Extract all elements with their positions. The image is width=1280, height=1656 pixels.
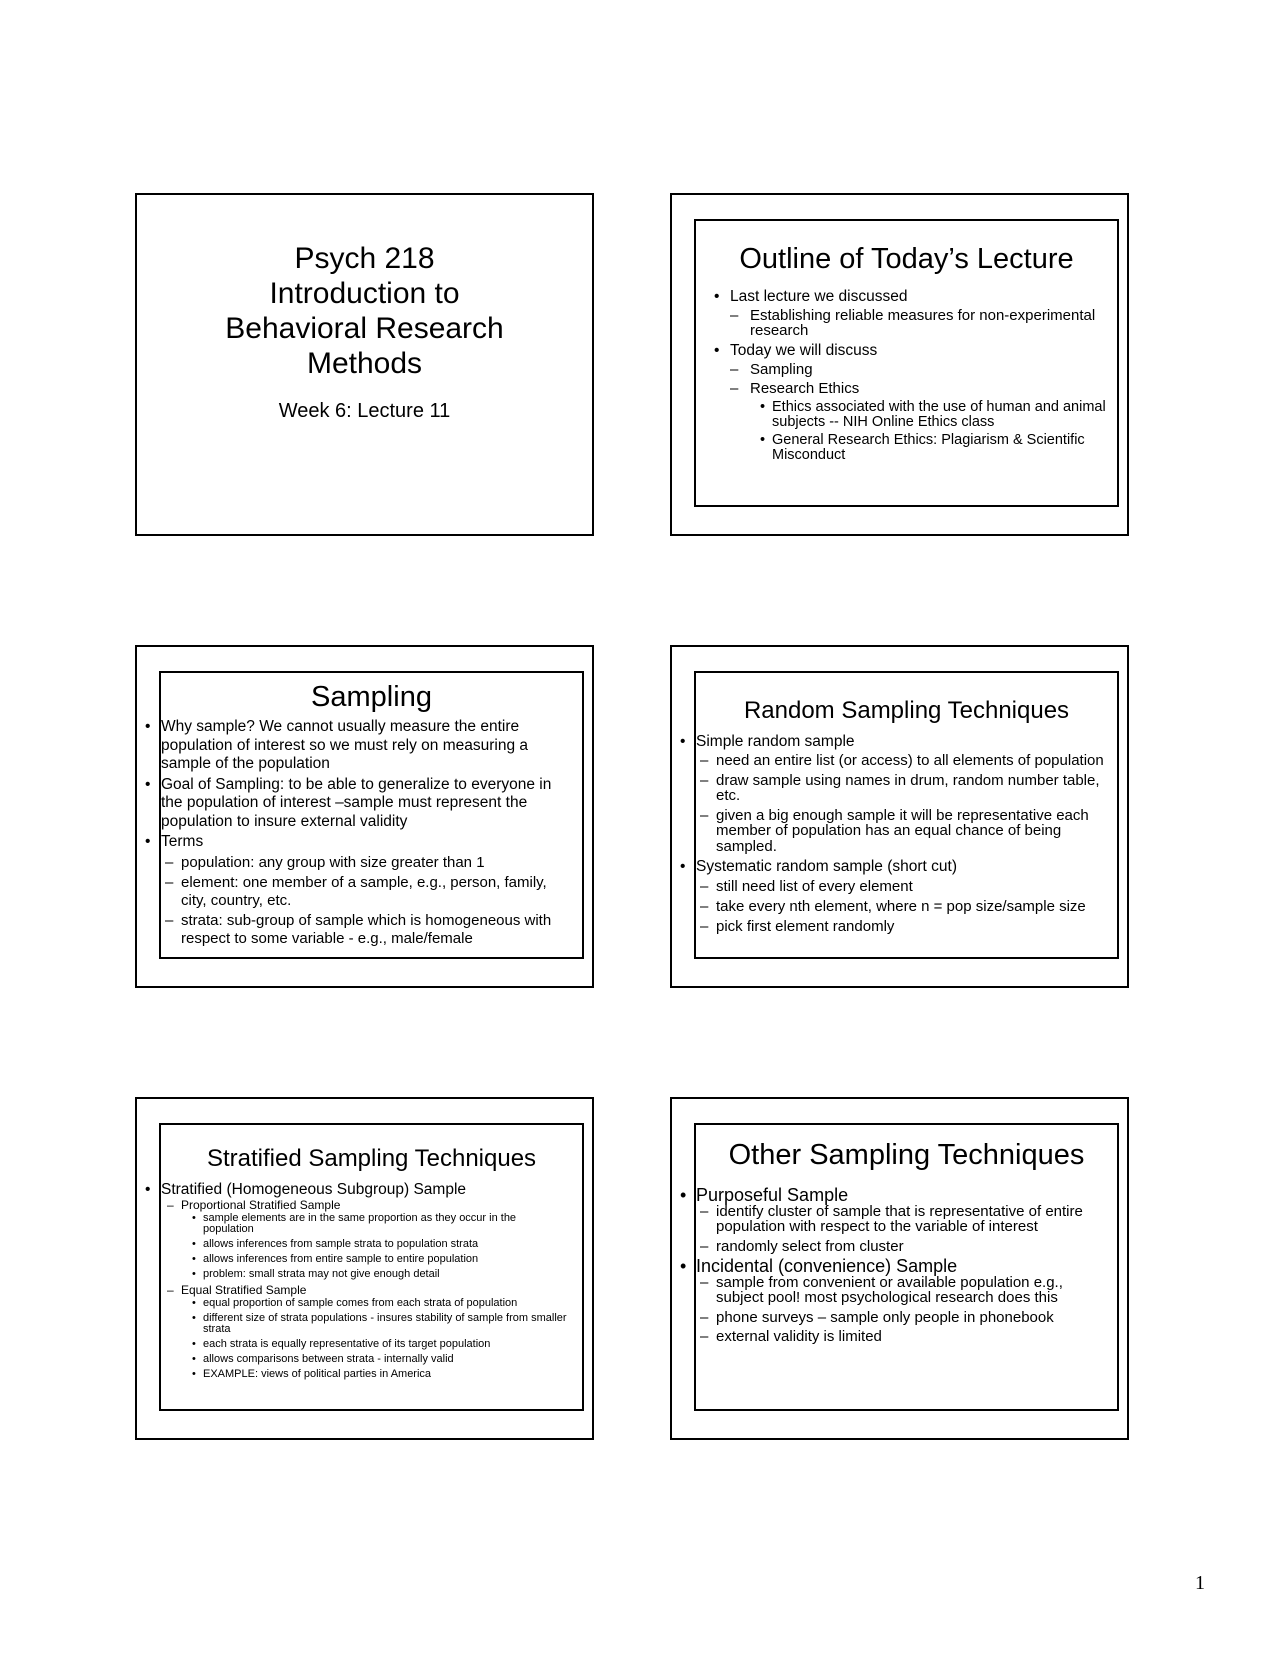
slide-heading: Other Sampling Techniques	[728, 1139, 1085, 1171]
slide-heading: Stratified Sampling Techniques	[206, 1145, 537, 1172]
list-item: – given a big enough sample it will be representative each member of population has an equal chance of being sampled.	[678, 808, 1117, 855]
lecture-subtitle: Week 6: Lecture 11	[278, 400, 451, 422]
list-item: – Establishing reliable measures for non-experimental research	[710, 308, 1117, 338]
list-item: • Today we will discuss	[710, 342, 1117, 359]
list-item: • Why sample? We cannot usually measure the entire population of interest so we must rely on measuring a sample of the population	[143, 718, 570, 774]
list-item: • EXAMPLE: views of political parties in America	[143, 1369, 568, 1380]
list-item: • Purposeful Sample	[678, 1186, 1103, 1205]
slide-outline	[670, 193, 1129, 536]
slide-content	[694, 219, 1119, 507]
list-item: • Systematic random sample (short cut)	[678, 858, 1117, 876]
slide-random-sampling	[670, 645, 1129, 988]
title-line: Methods	[306, 347, 423, 380]
list-item: – Proportional Stratified Sample	[143, 1199, 568, 1212]
list-item: • allows inferences from entire sample to entire population	[143, 1254, 568, 1265]
list-item: – still need list of every element	[678, 878, 1117, 895]
list-item: – strata: sub-group of sample which is homogeneous with respect to some variable - e.g., male/female	[143, 912, 570, 948]
list-item: • different size of strata populations - insures stability of sample from smaller strata	[143, 1313, 568, 1335]
list-item: – population: any group with size greater than 1	[143, 854, 570, 872]
list-item: • allows comparisons between strata - internally valid	[143, 1354, 568, 1365]
list-item: – sample from convenient or available population e.g., subject pool! most psychological research does this	[678, 1276, 1103, 1305]
bullet-list	[139, 718, 570, 948]
list-item: • Incidental (convenience) Sample	[678, 1257, 1103, 1276]
list-item: • sample elements are in the same proportion as they occur in the population	[143, 1213, 568, 1235]
slide-content	[694, 671, 1119, 959]
page-number: 1	[1195, 1572, 1205, 1594]
bullet-list	[674, 1186, 1103, 1345]
list-item: • allows inferences from sample strata to population strata	[143, 1239, 568, 1250]
list-item: – pick first element randomly	[678, 918, 1117, 935]
list-item: – need an entire list (or access) to all elements of population	[678, 753, 1117, 769]
slide-heading: Random Sampling Techniques	[743, 697, 1070, 724]
list-item: – randomly select from cluster	[678, 1238, 1103, 1255]
slide-sampling	[135, 645, 594, 988]
list-item: • equal proportion of sample comes from each strata of population	[143, 1298, 568, 1309]
bullet-list	[139, 1181, 568, 1380]
list-item: – element: one member of a sample, e.g., person, family, city, country, etc.	[143, 874, 570, 910]
slide-stratified-sampling	[135, 1097, 594, 1440]
list-item: • Goal of Sampling: to be able to generalize to everyone in the population of interest –sample must represent the population to insure external validity	[143, 776, 570, 832]
title-line: Behavioral Research	[225, 312, 504, 345]
list-item: • Ethics associated with the use of human and animal subjects -- NIH Online Ethics class	[710, 400, 1117, 430]
list-item: – Equal Stratified Sample	[143, 1284, 568, 1297]
list-item: – take every nth element, where n = pop size/sample size	[678, 898, 1117, 915]
list-item: – identify cluster of sample that is representative of entire population with respect to the variable of interest	[678, 1205, 1103, 1234]
list-item: – Sampling	[710, 362, 1117, 377]
list-item: • each strata is equally representative of its target population	[143, 1339, 568, 1350]
bullet-list	[674, 733, 1117, 935]
slide-content	[694, 1123, 1119, 1411]
list-item: – draw sample using names in drum, random number table, etc.	[678, 773, 1117, 804]
list-item: • Simple random sample	[678, 733, 1117, 751]
bullet-list	[710, 288, 1117, 463]
list-item: – Research Ethics	[710, 381, 1117, 396]
slide-content	[159, 1123, 584, 1411]
list-item: • Terms	[143, 833, 570, 852]
title-line: Introduction to	[269, 277, 460, 310]
slide-other-sampling	[670, 1097, 1129, 1440]
lecture-title	[137, 241, 592, 381]
slide-title	[135, 193, 594, 536]
list-item: – external validity is limited	[678, 1328, 1103, 1345]
slide-heading: Outline of Today’s Lecture	[739, 243, 1074, 275]
slide-heading: Sampling	[311, 681, 432, 713]
list-item: • Stratified (Homogeneous Subgroup) Sample	[143, 1181, 568, 1198]
list-item: • Last lecture we discussed	[710, 288, 1117, 305]
list-item: • General Research Ethics: Plagiarism & Scientific Misconduct	[710, 433, 1117, 463]
slide-content	[159, 671, 584, 959]
list-item: • problem: small strata may not give enough detail	[143, 1269, 568, 1280]
list-item: – phone surveys – sample only people in phonebook	[678, 1309, 1103, 1326]
title-line: Psych 218	[294, 242, 435, 275]
